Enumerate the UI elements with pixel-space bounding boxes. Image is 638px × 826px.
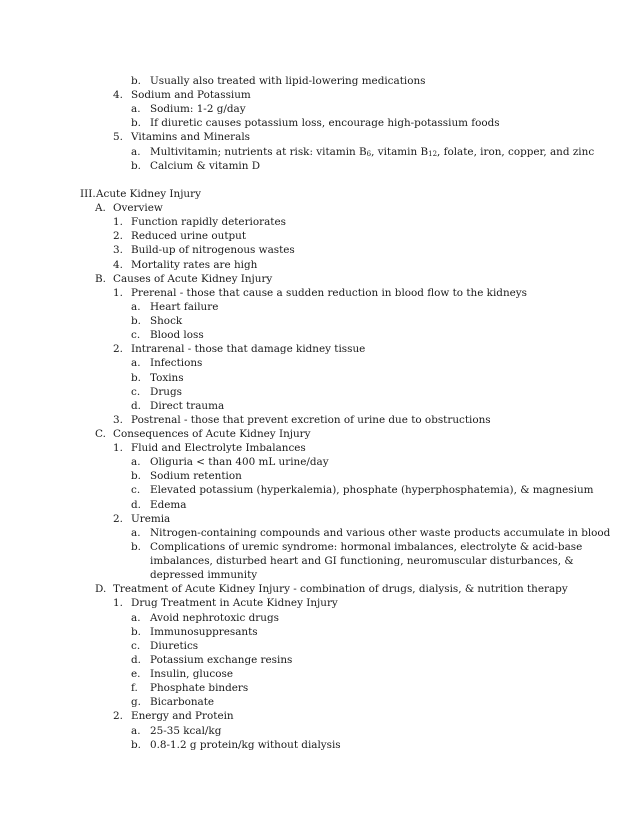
outline-text: Vitamins and Minerals	[131, 131, 250, 144]
outline-line	[0, 201, 638, 215]
outline-text: Acute Kidney Injury	[96, 187, 201, 200]
outline-text: Infections	[150, 357, 203, 370]
outline-text: Insulin, glucose	[150, 668, 233, 681]
outline-marker: b.	[131, 371, 141, 384]
outline-line	[0, 540, 638, 554]
outline-marker: b.	[131, 117, 141, 130]
outline-marker: 2.	[113, 230, 123, 243]
outline-line	[0, 738, 638, 752]
outline-line	[0, 328, 638, 342]
outline-marker: 3.	[113, 413, 123, 426]
outline-marker: b.	[131, 470, 141, 483]
outline-text: Nitrogen-containing compounds and various other waste products accumulate in blood	[150, 526, 611, 539]
outline-text: Energy and Protein	[131, 710, 234, 723]
outline-line	[0, 653, 638, 667]
outline-text: Uremia	[131, 512, 171, 525]
outline-line	[0, 625, 638, 639]
outline-line	[0, 724, 638, 738]
outline-marker: a.	[131, 103, 141, 116]
outline-marker: c.	[131, 639, 141, 652]
outline-marker: b.	[131, 625, 141, 638]
outline-line	[0, 88, 638, 102]
outline-text: Consequences of Acute Kidney Injury	[113, 428, 311, 440]
outline-marker: b.	[131, 75, 141, 87]
outline-line	[0, 611, 638, 625]
outline-line	[0, 667, 638, 681]
outline-marker: b.	[131, 540, 141, 553]
outline-line	[0, 512, 638, 526]
outline-line	[0, 498, 638, 512]
outline-marker: B.	[95, 272, 106, 285]
outline-line	[0, 356, 638, 370]
outline-marker: b.	[131, 159, 141, 172]
outline-text: Drug Treatment in Acute Kidney Injury	[131, 597, 338, 610]
outline-line	[0, 116, 638, 130]
outline-text: Fluid and Electrolyte Imbalances	[131, 442, 306, 455]
outline-text: Direct trauma	[150, 399, 225, 412]
outline-line	[0, 582, 638, 596]
outline-text: Prerenal - those that cause a sudden reduction in blood flow to the kidneys	[131, 286, 527, 299]
outline-marker: 1.	[113, 286, 123, 299]
outline-text: Postrenal - those that prevent excretion of urine due to obstructions	[131, 413, 491, 426]
outline-text: Blood loss	[150, 329, 204, 342]
outline-line	[0, 173, 638, 187]
outline-line	[0, 145, 638, 159]
outline-line	[0, 314, 638, 328]
outline-line	[0, 102, 638, 116]
outline-line	[0, 243, 638, 257]
outline-text: Drugs	[150, 385, 182, 398]
outline-marker: D.	[95, 583, 107, 596]
outline-line	[0, 568, 638, 582]
outline-text: Function rapidly deteriorates	[131, 216, 286, 229]
outline-marker: 1.	[113, 216, 123, 229]
outline-text: Bicarbonate	[150, 696, 215, 709]
outline-line	[0, 215, 638, 229]
outline-marker: A.	[95, 202, 106, 215]
outline-text: Edema	[150, 498, 187, 511]
outline-marker: a.	[131, 611, 141, 624]
outline-marker: c.	[131, 329, 141, 342]
outline-marker: f.	[131, 682, 138, 695]
outline-line	[0, 342, 638, 356]
outline-marker: b.	[131, 738, 141, 751]
outline-marker: 1.	[113, 597, 123, 610]
outline-line	[0, 554, 638, 568]
outline-marker: 3.	[113, 244, 123, 257]
outline-marker: e.	[131, 668, 141, 681]
outline-text: Phosphate binders	[150, 682, 249, 695]
outline-line	[0, 681, 638, 695]
outline-marker: d.	[131, 498, 141, 511]
outline-text: Toxins	[150, 371, 184, 384]
outline-line	[0, 371, 638, 385]
outline-line	[0, 286, 638, 300]
outline-text: Mortality rates are high	[131, 258, 258, 271]
outline-text: 25-35 kcal/kg	[150, 724, 222, 737]
outline-line	[0, 413, 638, 427]
outline-line	[0, 427, 638, 441]
outline-line	[0, 300, 638, 314]
outline-marker: 2.	[113, 512, 123, 525]
outline-text: Complications of uremic syndrome: hormonal imbalances, electrolyte & acid-base	[150, 540, 583, 553]
outline-marker: a.	[131, 300, 141, 313]
outline-text: Causes of Acute Kidney Injury	[113, 272, 273, 285]
outline-text: Intrarenal - those that damage kidney tissue	[131, 343, 366, 356]
outline-marker: III.	[80, 187, 96, 200]
outline-marker: 5.	[113, 131, 123, 144]
outline-line	[0, 526, 638, 540]
outline-marker: C.	[95, 428, 106, 440]
outline-line	[0, 709, 638, 723]
outline-text: Usually also treated with lipid-lowering medications	[150, 75, 426, 87]
outline-text: Multivitamin; nutrients at risk: vitamin $B_6$, vitamin $B_{12}$, folate, iron, copper, and zinc	[150, 145, 595, 158]
outline-marker: g.	[131, 696, 141, 709]
outline-text: Build-up of nitrogenous wastes	[131, 244, 295, 257]
outline-line	[0, 272, 638, 286]
outline-marker: 4.	[113, 89, 123, 102]
outline-line	[0, 130, 638, 144]
outline-text: Sodium retention	[150, 470, 242, 483]
outline-text: Diuretics	[150, 639, 199, 652]
outline-marker: a.	[131, 357, 141, 370]
outline-line	[0, 695, 638, 709]
outline-line	[0, 455, 638, 469]
outline-text: Oliguria < than 400 mL urine/day	[150, 456, 329, 469]
outline-text: Reduced urine output	[131, 230, 247, 243]
outline-line	[0, 74, 638, 88]
outline-marker: a.	[131, 724, 141, 737]
outline-text: Potassium exchange resins	[150, 653, 293, 666]
outline-line	[0, 229, 638, 243]
outline-line	[0, 159, 638, 173]
outline-marker: c.	[131, 385, 141, 398]
outline-text: Heart failure	[150, 300, 219, 313]
outline-marker: a.	[131, 526, 141, 539]
outline-text: If diuretic causes potassium loss, encourage high-potassium foods	[150, 117, 500, 130]
outline-marker: 2.	[113, 710, 123, 723]
outline-line	[0, 469, 638, 483]
outline-line	[0, 441, 638, 455]
outline-text: Avoid nephrotoxic drugs	[150, 611, 279, 624]
outline-line	[0, 399, 638, 413]
outline-text: Shock	[150, 315, 183, 328]
outline-text: Sodium and Potassium	[131, 89, 251, 102]
outline-line	[0, 385, 638, 399]
outline-line	[0, 187, 638, 201]
outline-marker: a.	[131, 145, 141, 158]
outline-text: depressed immunity	[150, 569, 258, 582]
outline-marker: 2.	[113, 343, 123, 356]
outline-marker: a.	[131, 456, 141, 469]
outline-marker: b.	[131, 315, 141, 328]
outline-text: Immunosuppresants	[150, 625, 258, 638]
outline-text: Calcium & vitamin D	[150, 159, 261, 172]
outline-marker: 4.	[113, 258, 123, 271]
outline-marker: 1.	[113, 442, 123, 455]
outline-line	[0, 639, 638, 653]
outline-text: 0.8-1.2 g protein/kg without dialysis	[150, 738, 341, 751]
outline-marker: d.	[131, 653, 141, 666]
outline-text: Sodium: 1-2 g/day	[150, 103, 246, 116]
outline-text: Overview	[113, 202, 163, 215]
outline-marker: c.	[131, 484, 141, 497]
outline-line	[0, 483, 638, 497]
outline-text: imbalances, disturbed heart and GI functioning, neuromuscular disturbances, &	[150, 555, 574, 568]
outline-text: Treatment of Acute Kidney Injury - combination of drugs, dialysis, & nutrition therapy	[113, 583, 568, 596]
outline-marker: d.	[131, 399, 141, 412]
outline-line	[0, 596, 638, 610]
outline-text: Elevated potassium (hyperkalemia), phosphate (hyperphosphatemia), & magnesium	[150, 484, 594, 497]
outline-line	[0, 258, 638, 272]
